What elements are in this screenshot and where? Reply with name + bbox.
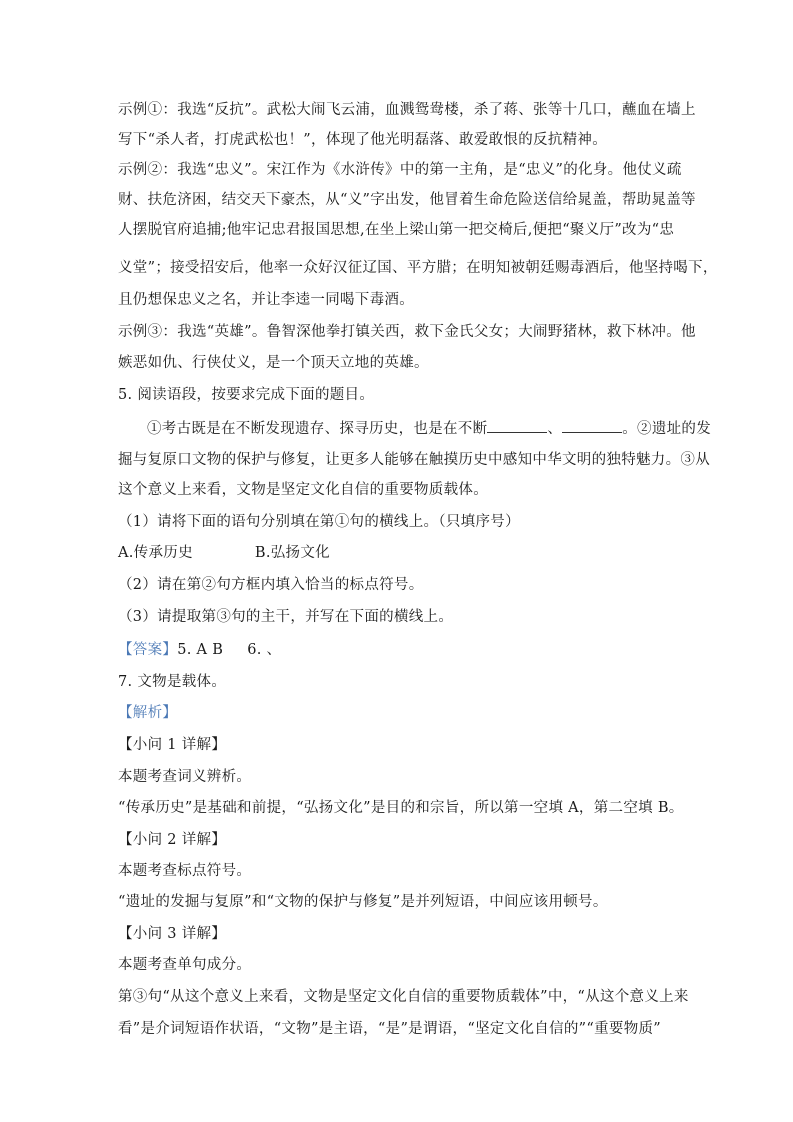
example-2-line-2: 财、扶危济困，结交天下豪杰，从“义”字出发，他冒着生命危险送信给晁盖，帮助晁盖等: [118, 192, 696, 208]
sub-question-2: （2）请在第②句方框内填入恰当的标点符号。: [118, 577, 424, 593]
option-b: B.弘扬文化: [254, 545, 330, 561]
answer-label: 【答案】: [118, 642, 178, 658]
answer-5: 5. A B: [177, 642, 224, 658]
analysis-label: 【解析】: [118, 705, 178, 721]
part-2-line-2: “遗址的发掘与复原”和“文物的保护与修复”是并列短语，中间应该用顿号。: [118, 894, 608, 910]
example-3-line-1: 示例③：我选“英雄”。鲁智深他拳打镇关西，救下金氏父女；大闹野猪林，救下林冲。他: [118, 324, 696, 340]
passage-line-1-after: 。②遗址的发: [622, 421, 712, 437]
part-2-line-1: 本题考查标点符号。: [118, 863, 252, 879]
answer-7: 7. 文物是载体。: [118, 674, 227, 690]
example-1-line-2: 写下“杀人者，打虎武松也！”，体现了他光明磊落、敢爱敢恨的反抗精神。: [118, 132, 608, 148]
answer-line: [118, 640, 281, 660]
part-1-line-1: 本题考查词义辨析。: [118, 769, 252, 785]
example-3-line-2: 嫉恶如仇、行侠仗义，是一个顶天立地的英雄。: [118, 355, 429, 371]
blank-2: [562, 418, 622, 433]
part-3-heading: 【小问 3 详解】: [118, 926, 227, 942]
sub-question-1: （1）请将下面的语句分别填在第①句的横线上。（只填序号）: [118, 514, 520, 530]
example-2-line-3: 人摆脱官府追捕;他牢记忠君报国思想,在坐上梁山第一把交椅后,便把“聚义厅”改为“忠: [118, 222, 675, 238]
blank-separator: 、: [547, 421, 563, 437]
part-1-line-2: “传承历史”是基础和前提，“弘扬文化”是目的和宗旨，所以第一空填 A，第二空填 B。: [118, 800, 684, 816]
example-2-line-5: 且仍想保忠义之名，并让李逵一同喝下毒酒。: [118, 292, 414, 308]
example-2-line-1: 示例②：我选“忠义”。宋江作为《水浒传》中的第一主角，是“忠义”的化身。他仗义疏: [118, 162, 682, 178]
passage-line-2: 掘与复原口文物的保护与修复，让更多人能够在触摸历史中感知中华文明的独特魅力。③从: [118, 452, 710, 468]
option-a: A.传承历史: [118, 545, 193, 561]
example-1-line-1: 示例①：我选“反抗”。武松大闹飞云浦，血溅鸳鸯楼，杀了蒋、张等十几口，蘸血在墙上: [118, 102, 696, 118]
part-2-heading: 【小问 2 详解】: [118, 832, 227, 848]
part-3-line-1: 本题考查单句成分。: [118, 957, 252, 973]
options-line: [118, 543, 330, 563]
part-1-heading: 【小问 1 详解】: [118, 737, 227, 753]
answer-6: 6. 、: [247, 642, 282, 658]
part-3-line-3: 看”是介词短语作状语，“文物”是主语，“是”是谓语，“坚定文化自信的”“重要物质”: [118, 1021, 662, 1037]
example-2-line-4: 义堂”；接受招安后，他率一众好汉征辽国、平方腊；在明知被朝廷赐毒酒后，他坚持喝下，: [118, 260, 718, 276]
question-title: 5. 阅读语段，按要求完成下面的题目。: [118, 387, 375, 403]
part-3-line-2: 第③句“从这个意义上来看，文物是坚定文化自信的重要物质载体”中，“从这个意义上来: [118, 989, 689, 1005]
sub-question-3: （3）请提取第③句的主干，并写在下面的横线上。: [118, 609, 454, 625]
passage-line-1: [147, 418, 711, 439]
blank-1: [487, 418, 547, 433]
passage-line-3: 这个意义上来看，文物是坚定文化自信的重要物质载体。: [118, 482, 488, 498]
passage-line-1-before: ①考古既是在不断发现遗存、探寻历史，也是在不断: [147, 421, 488, 437]
